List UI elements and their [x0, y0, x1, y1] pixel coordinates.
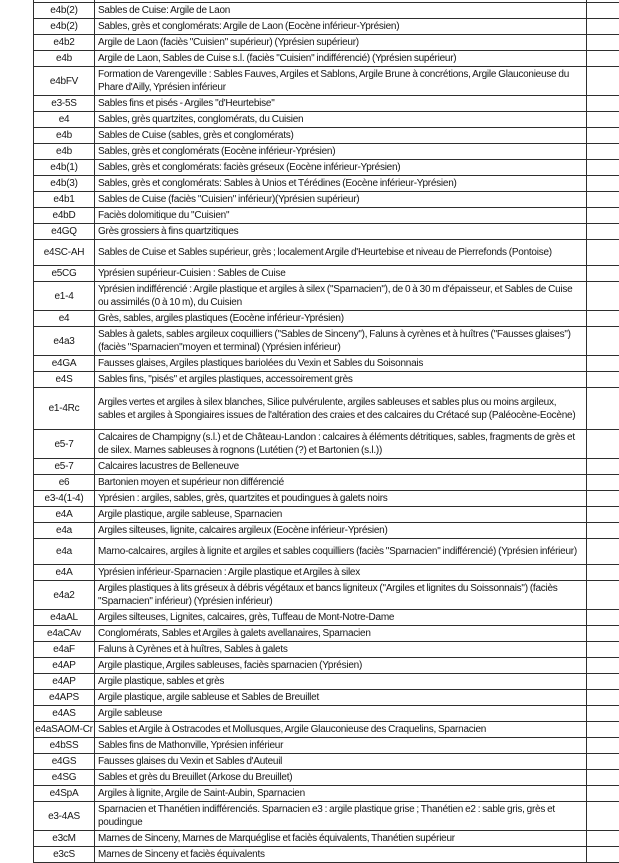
empty-cell	[587, 3, 619, 18]
table-row	[34, 372, 619, 388]
empty-cell	[587, 831, 619, 846]
empty-cell	[587, 581, 619, 609]
table-row	[34, 3, 619, 19]
code-cell: e4GQ	[34, 224, 95, 239]
table-row	[34, 738, 619, 754]
code-cell: e4aAL	[34, 610, 95, 625]
code-cell: e5-7	[34, 459, 95, 474]
code-cell: e4a2	[34, 581, 95, 609]
empty-cell	[587, 491, 619, 506]
table-row	[34, 282, 619, 311]
description-cell: Argiles silteuses, Lignites, calcaires, grès, Tuffeau de Mont-Notre-Dame	[95, 610, 587, 625]
code-cell: e4b2	[34, 35, 95, 50]
table-row	[34, 831, 619, 847]
description-cell: Sables, grès et conglomérats: Argile de Laon (Eocène inférieur-Yprésien)	[95, 19, 587, 34]
description-cell: Sables de Cuise (sables, grès et conglomérats)	[95, 128, 587, 143]
table-row	[34, 224, 619, 240]
description-cell: Yprésien : argiles, sables, grès, quartzites et poudingues à galets noirs	[95, 491, 587, 506]
description-cell: Formation de Varengeville : Sables Fauves, Argiles et Sablons, Argile Brune à concrétions, Argile Glauconieuse du Phare d'Ailly, Yprésien inférieur	[95, 67, 587, 95]
code-cell: e4b1	[34, 192, 95, 207]
empty-cell	[587, 475, 619, 490]
code-cell: e4	[34, 112, 95, 127]
empty-cell	[587, 565, 619, 580]
description-cell: Sables de Cuise: Argile de Laon	[95, 3, 587, 18]
description-cell: Marno-calcaires, argiles à lignite et argiles et sables coquilliers (faciès "Sparnacien" indifférencié) (Yprésien inférieur)	[95, 539, 587, 564]
empty-cell	[587, 372, 619, 387]
table-row	[34, 581, 619, 610]
code-cell: e4SpA	[34, 786, 95, 801]
code-cell: e3-4(1-4)	[34, 491, 95, 506]
table-row	[34, 523, 619, 539]
empty-cell	[587, 388, 619, 429]
description-cell: Sables, grès et conglomérats: faciès gréseux (Eocène inférieur-Yprésien)	[95, 160, 587, 175]
code-cell: e4b	[34, 144, 95, 159]
code-cell: e4S	[34, 372, 95, 387]
table-row	[34, 690, 619, 706]
code-cell: e4SG	[34, 770, 95, 785]
description-cell: Argile plastique, Argiles sableuses, faciès sparnacien (Yprésien)	[95, 658, 587, 673]
description-cell	[95, 0, 587, 2]
table-row	[34, 706, 619, 722]
empty-cell	[587, 754, 619, 769]
empty-cell	[587, 96, 619, 111]
table-row	[34, 356, 619, 372]
description-cell: Argiles vertes et argiles à silex blanches, Silice pulvérulente, argiles sableuses et sables plus ou moins argileux, sables et argiles à Spongiaires issues de l'altération des craies et des calcaires du Crétacé sup (Paléocène-Eocène)	[95, 388, 587, 429]
empty-cell	[587, 786, 619, 801]
code-cell: e4b(1)	[34, 160, 95, 175]
description-cell: Sables de Cuise et Sables supérieur, grès ; localement Argile d'Heurtebise et niveau de Pierrefonds (Pontoise)	[95, 240, 587, 265]
description-cell: Yprésien indifférencié : Argile plastique et argiles à silex ("Sparnacien"), de 0 à 30 m d'épaisseur, et Sables de Cuise ou assimilés (0 à 10 m), du Cuisien	[95, 282, 587, 310]
empty-cell	[587, 192, 619, 207]
empty-cell	[587, 722, 619, 737]
table-row	[34, 610, 619, 626]
empty-cell	[587, 160, 619, 175]
table-row	[34, 112, 619, 128]
empty-cell	[587, 128, 619, 143]
empty-cell	[587, 266, 619, 281]
table-row	[34, 240, 619, 266]
empty-cell	[587, 35, 619, 50]
description-cell: Sables, grès et conglomérats (Eocène inférieur-Yprésien)	[95, 144, 587, 159]
description-cell: Conglomérats, Sables et Argiles à galets avellanaires, Sparnacien	[95, 626, 587, 641]
description-cell: Argile plastique, sables et grès	[95, 674, 587, 689]
table-row	[34, 192, 619, 208]
empty-cell	[587, 539, 619, 564]
description-cell: Yprésien inférieur-Sparnacien : Argile plastique et Argiles à silex	[95, 565, 587, 580]
table-row	[34, 96, 619, 112]
code-cell: e4AS	[34, 706, 95, 721]
code-cell: e3-4AS	[34, 802, 95, 830]
code-cell	[34, 0, 95, 2]
code-cell: e4a	[34, 523, 95, 538]
empty-cell	[587, 240, 619, 265]
table-row	[34, 754, 619, 770]
table-row	[34, 507, 619, 523]
description-cell: Sparnacien et Thanétien indifférenciés. Sparnacien e3 : argile plastique grise ; Thanétien e2 : sable gris, grès et poudingue	[95, 802, 587, 830]
table-row	[34, 658, 619, 674]
empty-cell	[587, 19, 619, 34]
empty-cell	[587, 523, 619, 538]
description-cell: Calcaires de Champigny (s.l.) et de Château-Landon : calcaires à éléments détritiques, sables, fragments de grès et de silex. Marnes sableuses à rognons (Lutétien (?) et Bartonien (s.l.))	[95, 430, 587, 458]
table-row	[34, 128, 619, 144]
empty-cell	[587, 507, 619, 522]
description-cell: Grès, sables, argiles plastiques (Eocène inférieur-Yprésien)	[95, 311, 587, 326]
table-row	[34, 642, 619, 658]
table-row	[34, 160, 619, 176]
empty-cell	[587, 356, 619, 371]
description-cell: Sables, grès quartzites, conglomérats, du Cuisien	[95, 112, 587, 127]
description-cell: Yprésien supérieur-Cuisien : Sables de Cuise	[95, 266, 587, 281]
table-row	[34, 19, 619, 35]
code-cell: e4AP	[34, 674, 95, 689]
empty-cell	[587, 430, 619, 458]
description-cell: Argile sableuse	[95, 706, 587, 721]
description-cell: Sables à galets, sables argileux coquilliers ("Sables de Sinceny"), Faluns à cyrènes et à huîtres ("Fausses glaises") (faciès "Sparnacien"moyen et terminal) (Yprésien inférieur)	[95, 327, 587, 355]
code-cell: e4SC-AH	[34, 240, 95, 265]
code-cell: e4	[34, 311, 95, 326]
table-row	[34, 626, 619, 642]
description-cell: Argile plastique, argile sableuse et Sables de Breuillet	[95, 690, 587, 705]
empty-cell	[587, 610, 619, 625]
empty-cell	[587, 802, 619, 830]
table-row	[34, 208, 619, 224]
description-cell: Sables de Cuise (faciès "Cuisien" inférieur)(Yprésien supérieur)	[95, 192, 587, 207]
description-cell: Bartonien moyen et supérieur non différencié	[95, 475, 587, 490]
empty-cell	[587, 626, 619, 641]
code-cell: e4b	[34, 51, 95, 66]
code-cell: e3-5S	[34, 96, 95, 111]
code-cell: e4bSS	[34, 738, 95, 753]
code-cell: e6	[34, 475, 95, 490]
table-body	[34, 3, 619, 863]
code-cell: e4aCAv	[34, 626, 95, 641]
code-cell: e4bD	[34, 208, 95, 223]
table-row	[34, 674, 619, 690]
empty-cell	[587, 642, 619, 657]
code-cell: e1-4	[34, 282, 95, 310]
description-cell: Marnes de Sinceny et faciès équivalents	[95, 847, 587, 862]
empty-cell	[587, 51, 619, 66]
description-cell: Argiles à lignite, Argile de Saint-Aubin, Sparnacien	[95, 786, 587, 801]
table-row	[34, 67, 619, 96]
table-row	[34, 430, 619, 459]
description-cell: Sables et grès du Breuillet (Arkose du Breuillet)	[95, 770, 587, 785]
table-row	[34, 802, 619, 831]
description-cell: Marnes de Sinceny, Marnes de Marquéglise et faciès équivalents, Thanétien supérieur	[95, 831, 587, 846]
description-cell: Argiles plastiques à lits gréseux à débris végétaux et bancs ligniteux ("Argiles et lignites du Soissonnais") (faciès "Sparnacien" inférieur) (Yprésien inférieur)	[95, 581, 587, 609]
description-cell: Argile plastique, argile sableuse, Sparnacien	[95, 507, 587, 522]
empty-cell	[587, 282, 619, 310]
empty-cell	[587, 144, 619, 159]
table-row	[34, 539, 619, 565]
empty-cell	[587, 0, 619, 2]
table-row	[34, 144, 619, 160]
table-row	[34, 491, 619, 507]
empty-cell	[587, 690, 619, 705]
code-cell: e4a	[34, 539, 95, 564]
description-cell: Calcaires lacustres de Belleneuve	[95, 459, 587, 474]
empty-cell	[587, 847, 619, 862]
code-cell: e4aF	[34, 642, 95, 657]
code-cell: e4b(2)	[34, 3, 95, 18]
table-row	[34, 786, 619, 802]
empty-cell	[587, 176, 619, 191]
description-cell: Sables fins de Mathonville, Yprésien inférieur	[95, 738, 587, 753]
description-cell: Argile de Laon (faciès "Cuisien" supérieur) (Yprésien supérieur)	[95, 35, 587, 50]
table-row	[34, 176, 619, 192]
table-row	[34, 770, 619, 786]
geologic-units-table	[33, 0, 619, 863]
code-cell: e4bFV	[34, 67, 95, 95]
table-row	[34, 847, 619, 863]
empty-cell	[587, 67, 619, 95]
empty-cell	[587, 770, 619, 785]
description-cell: Sables et Argile à Ostracodes et Mollusques, Argile Glauconieuse des Craquelins, Sparnacien	[95, 722, 587, 737]
table-row	[34, 51, 619, 67]
code-cell: e4GS	[34, 754, 95, 769]
code-cell: e4GA	[34, 356, 95, 371]
empty-cell	[587, 327, 619, 355]
description-cell: Argile de Laon, Sables de Cuise s.l. (faciès "Cuisien" indifférencié) (Yprésien supérieur)	[95, 51, 587, 66]
table-row	[34, 459, 619, 475]
description-cell: Fausses glaises, Argiles plastiques bariolées du Vexin et Sables du Soisonnais	[95, 356, 587, 371]
empty-cell	[587, 658, 619, 673]
description-cell: Faluns à Cyrènes et à huîtres, Sables à galets	[95, 642, 587, 657]
code-cell: e4AP	[34, 658, 95, 673]
empty-cell	[587, 112, 619, 127]
empty-cell	[587, 738, 619, 753]
description-cell: Faciès dolomitique du "Cuisien"	[95, 208, 587, 223]
table-row	[34, 327, 619, 356]
code-cell: e4A	[34, 565, 95, 580]
empty-cell	[587, 208, 619, 223]
empty-cell	[587, 674, 619, 689]
code-cell: e4aSAOM-Cr	[34, 722, 95, 737]
description-cell: Argiles silteuses, lignite, calcaires argileux (Eocène inférieur-Yprésien)	[95, 523, 587, 538]
code-cell: e4b(2)	[34, 19, 95, 34]
code-cell: e5CG	[34, 266, 95, 281]
code-cell: e4a3	[34, 327, 95, 355]
code-cell: e1-4Rc	[34, 388, 95, 429]
code-cell: e4b(3)	[34, 176, 95, 191]
empty-cell	[587, 311, 619, 326]
code-cell: e5-7	[34, 430, 95, 458]
code-cell: e4APS	[34, 690, 95, 705]
description-cell: Sables fins, "pisés" et argiles plastiques, accessoirement grès	[95, 372, 587, 387]
empty-cell	[587, 459, 619, 474]
code-cell: e4A	[34, 507, 95, 522]
description-cell: Sables, grès et conglomérats: Sables à Unios et Térédines (Eocène inférieur-Yprésien)	[95, 176, 587, 191]
empty-cell	[587, 706, 619, 721]
description-cell: Grès grossiers à fins quartzitiques	[95, 224, 587, 239]
table-row	[34, 475, 619, 491]
table-row	[34, 35, 619, 51]
description-cell: Sables fins et pisés - Argiles "d'Heurtebise"	[95, 96, 587, 111]
code-cell: e4b	[34, 128, 95, 143]
empty-cell	[587, 224, 619, 239]
table-row	[34, 388, 619, 430]
table-row	[34, 565, 619, 581]
table-row	[34, 722, 619, 738]
table-row	[34, 311, 619, 327]
code-cell: e3cM	[34, 831, 95, 846]
table-row	[34, 266, 619, 282]
code-cell: e3cS	[34, 847, 95, 862]
description-cell: Fausses glaises du Vexin et Sables d'Auteuil	[95, 754, 587, 769]
